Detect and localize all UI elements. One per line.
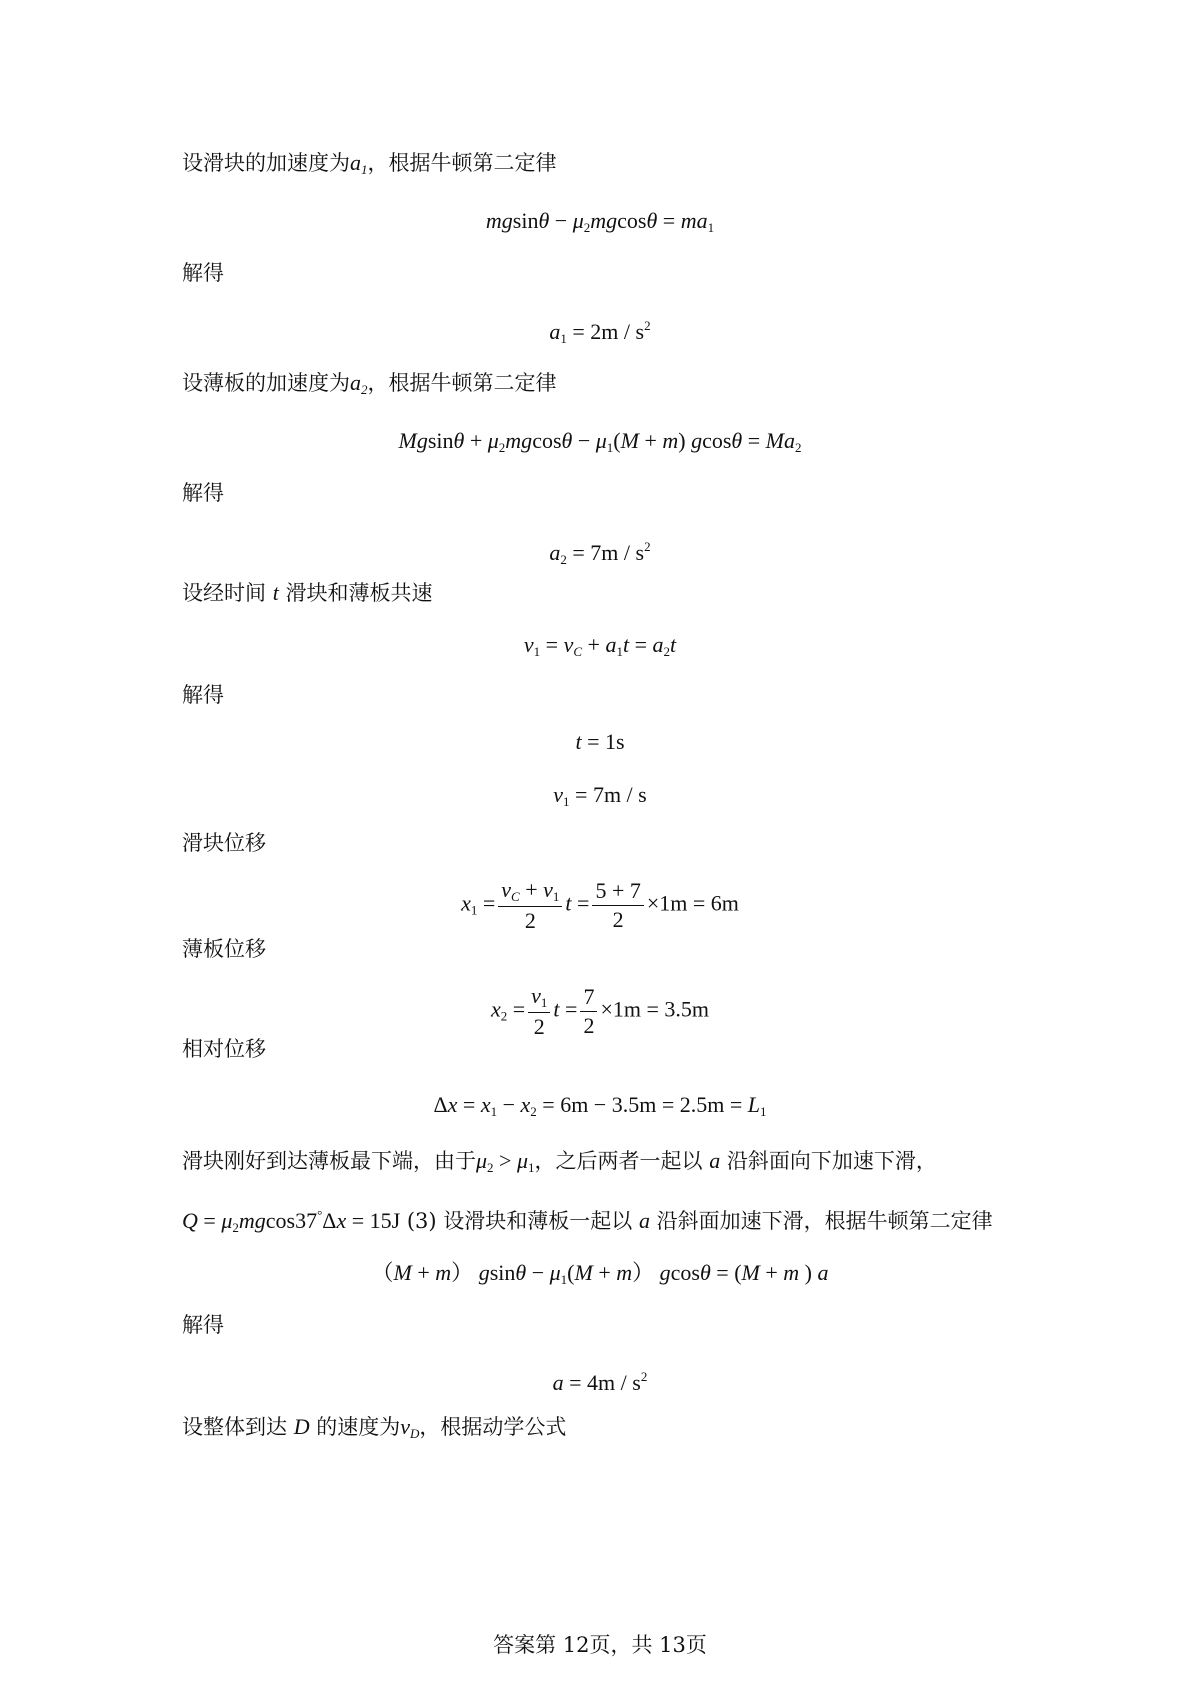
text-line-7: 滑块刚好到达薄板最下端，由于μ2 > μ1，之后两者一起以 a 沿斜面向下加速下滑， <box>182 1148 937 1175</box>
text-span: 沿斜面加速下滑，根据牛顿第二定律 <box>656 1209 993 1233</box>
equation-2: $a1 = 2m / s^2$ <box>549 318 651 346</box>
text-line-8: Q = μ2mgcos37°Δx = 15J (3) 设滑块和薄板一起以 a 沿斜面加速下滑，根据牛顿第二定律 <box>182 1207 993 1235</box>
text-span: ，之后两者一起以 <box>534 1149 703 1173</box>
text-span: 设整体到达 <box>182 1415 287 1439</box>
text-line-6: 相对位移 <box>182 1037 266 1061</box>
math-inline: a1 <box>350 150 368 177</box>
text-span: ，根据牛顿第二定律 <box>367 151 557 175</box>
equation-10: Δx = x1 − x2 = 6m − 3.5m = 2.5m = L1 <box>433 1092 767 1119</box>
text-line-3: 设经时间 t 滑块和薄板共速 <box>182 580 433 605</box>
page-footer: 答案第 12页，共 13页 <box>493 1633 707 1657</box>
equation-3: Mgsinθ + μ2mgcosθ − μ1(M + m) gcosθ = Ma2 <box>398 428 802 455</box>
text-line-2: 设薄板的加速度为a2，根据牛顿第二定律 <box>182 370 557 397</box>
equation-5: v1 = vC + a1t = a2t <box>523 632 677 659</box>
equation-9: x2 = $\frac{v1}{2}$ t = $\frac{7}{2}$ ×1m = 3.5m <box>490 983 710 1039</box>
equation-6: t = 1s <box>575 729 625 754</box>
equation-11: （M + m） gsinθ − μ1(M + m） gcosθ = (M + m ) a <box>371 1260 829 1287</box>
text-line-4: 滑块位移 <box>182 831 266 855</box>
equation-4: $a2 = 7m / s^2$ <box>549 539 651 567</box>
text-line-9: 设整体到达 D 的速度为vD，根据动学公式 <box>182 1414 567 1441</box>
text-jiede-3: 解得 <box>182 683 224 707</box>
text-span: 滑块刚好到达薄板最下端，由于 <box>182 1149 476 1173</box>
text-jiede-2: 解得 <box>182 481 224 505</box>
text-jiede-1: 解得 <box>182 261 224 285</box>
text-span: (3) 设滑块和薄板一起以 <box>406 1209 633 1233</box>
equation-12: $a = 4m / s^2$ <box>552 1369 648 1395</box>
text-span: 设滑块的加速度为 <box>182 151 350 175</box>
text-span: 沿斜面向下加速下滑， <box>726 1149 937 1173</box>
text-span: 的速度为 <box>316 1415 401 1439</box>
equation-7: v1 = 7m / s <box>553 782 647 809</box>
equation-1: mgsinθ − μ2mgcosθ = ma1 <box>485 208 715 235</box>
text-span: ，根据动学公式 <box>419 1415 567 1439</box>
text-span: 设经时间 <box>182 581 266 605</box>
text-line-1 <box>182 148 557 185</box>
text-span: ，根据牛顿第二定律 <box>367 371 557 395</box>
text-jiede-4: 解得 <box>182 1313 224 1337</box>
text-line-5: 薄板位移 <box>182 937 266 961</box>
equation-8: x1 = $\frac{vC + v1}{2}$ t = $\frac{5 + 7}{2}$ ×1m = 6m <box>461 877 739 933</box>
text-span: 滑块和薄板共速 <box>285 581 433 605</box>
text-span: 设薄板的加速度为 <box>182 371 350 395</box>
